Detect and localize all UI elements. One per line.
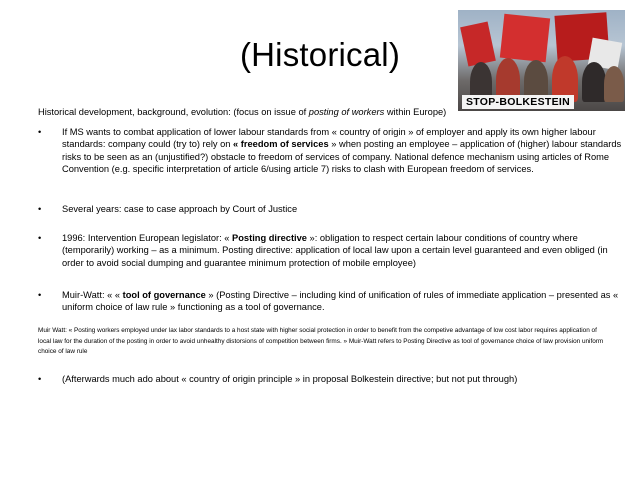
bullet-text — [62, 126, 622, 176]
muir-watt-quote-note: Muir Watt: « Posting workers employed under lax labor standards to a host state with higher social protection in order to benefit from the competive advantage of low cost labor requires application of local law for the duration of the posting in order to avoid unhealthy distorsions of competition between firms. » Muir-Watt refers to Posting Directive as tool of governance choice of law provision uniform choice of law rule — [38, 327, 604, 355]
bullet-text-part: »: obligation to respect certain labour conditions of country where (temporarily) working – as a minimum. Posting directive: application of local law upon a certain level guaranteed and even obliged (in order to avoid social dumping and guarantee minimum protection of mobile employee) — [62, 233, 608, 268]
intro-emphasis: posting of workers — [308, 107, 385, 117]
bullet-dot: • — [38, 204, 42, 214]
slide-title: (Historical) — [239, 36, 401, 73]
bullet-text: (Afterwards much ado about « country of origin principle » in proposal Bolkestein directive; but not put through) — [62, 374, 518, 384]
bullet-dot: • — [38, 290, 42, 300]
protest-photo — [458, 10, 625, 111]
intro-prefix: Historical development, background, evolution: (focus on issue of — [38, 107, 309, 117]
bullet-text — [62, 232, 622, 269]
protester — [604, 66, 624, 102]
intro-line — [38, 107, 446, 117]
bullet-bold-term: « freedom of services — [233, 139, 329, 150]
protester — [582, 62, 606, 102]
bullet-text-part: 1996: Intervention European legislator: « — [62, 233, 233, 243]
red-flag-center — [500, 14, 550, 63]
bullet-dot: • — [38, 127, 42, 137]
intro-suffix: within Europe) — [384, 107, 447, 117]
bullet-text: Several years: case to case approach by Court of Justice — [62, 204, 298, 214]
bullet-text — [62, 289, 622, 314]
red-flag-left — [460, 22, 496, 67]
protest-banner-text: STOP-BOLKESTEIN — [462, 95, 574, 109]
bullet-dot: • — [38, 233, 42, 243]
bullet-text-part: Muir-Watt: « « — [62, 290, 123, 300]
bullet-bold-term: Posting directive — [232, 233, 307, 243]
bullet-bold-term: tool of governance — [122, 290, 206, 300]
bullet-text-part: If MS wants to combat application of lower labour standards from « country of origin » of employer and apply its own higher labour standards: company could (try to) rely on — [62, 127, 596, 150]
bullet-dot: • — [38, 374, 42, 384]
bullet-text-part: » when posting an employee – application of (higher) labour standards risks to be seen as an (unjustified?) obstacle to freedom of services of company. National defence mechanism using articles of Rome Convention (e.g. specific interpretation of article 6/using article 7) risks to clash with European freedom of services. — [62, 139, 622, 175]
bullet-text-part: » (Posting Directive – including kind of unification of rules of immediate application – presented as « uniform choice of law rule » functioning as a tool of governance. — [62, 290, 619, 313]
